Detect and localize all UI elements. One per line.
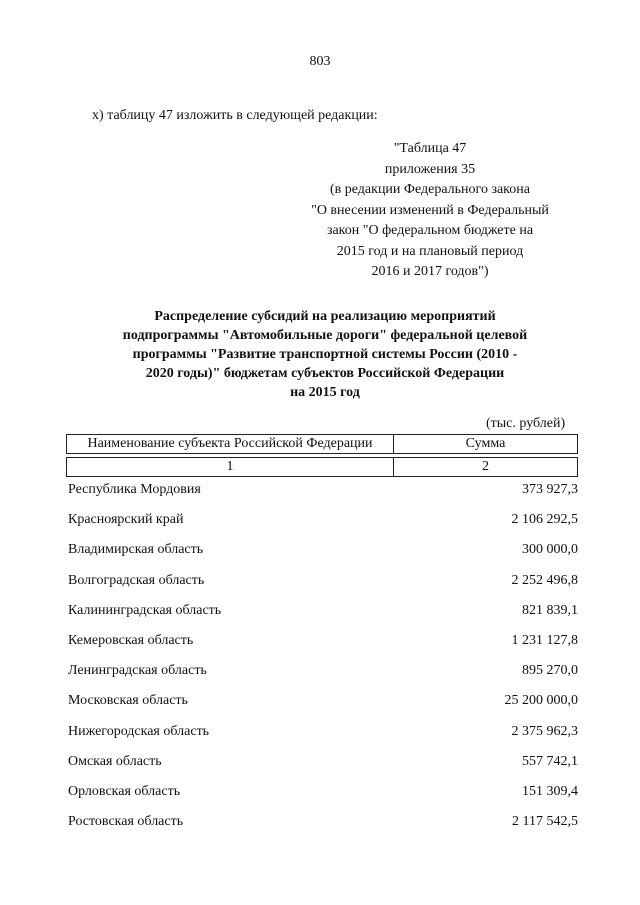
- document-heading: [70, 307, 580, 402]
- column-header-name: Наименование субъекта Российской Федерации: [67, 435, 394, 454]
- heading-line: Распределение субсидий на реализацию мероприятий: [154, 309, 496, 324]
- units-label: (тыс. рублей): [486, 416, 566, 431]
- region-name: Московская область: [68, 693, 188, 709]
- table-row: [68, 573, 578, 603]
- region-name: Омская область: [68, 753, 162, 769]
- heading-line: программы "Развитие транспортной системы России (2010 -: [132, 347, 518, 362]
- heading-line: на 2015 год: [290, 385, 360, 400]
- table-row: [68, 482, 578, 512]
- table-row: [68, 784, 578, 814]
- table-reference-line: (в редакции Федерального закона: [330, 182, 530, 197]
- table-row: [68, 542, 578, 572]
- subsidy-amount: 25 200 000,0: [504, 693, 578, 709]
- table-reference-line: 2016 и 2017 годов"): [371, 264, 489, 279]
- subsidy-amount: 300 000,0: [522, 542, 578, 558]
- subsidy-amount: 2 375 962,3: [511, 723, 578, 739]
- column-header-amount: Сумма: [394, 435, 578, 454]
- subsidy-amount: 2 106 292,5: [511, 512, 578, 528]
- table-reference-line: 2015 год и на плановый период: [336, 243, 524, 259]
- region-name: Калининградская область: [68, 602, 222, 618]
- table-row: [68, 603, 578, 633]
- heading-line: 2020 годы)" бюджетам субъектов Российской Федерации: [145, 366, 505, 381]
- column-number-2: 2: [394, 458, 578, 477]
- amendment-instruction: х) таблицу 47 изложить в следующей редакции:: [92, 108, 378, 123]
- table-row: [68, 814, 578, 844]
- region-name: Нижегородская область: [68, 723, 210, 739]
- region-name: Ростовская область: [68, 814, 184, 830]
- region-name: Республика Мордовия: [68, 482, 201, 497]
- table-row: [68, 724, 578, 754]
- region-name: Владимирская область: [68, 542, 204, 558]
- subsidy-amount: 151 309,4: [522, 783, 578, 799]
- subsidy-amount: 821 839,1: [522, 602, 578, 618]
- table-row: [68, 663, 578, 693]
- subsidy-amount: 373 927,3: [522, 482, 578, 497]
- table-row: [68, 633, 578, 663]
- table-reference-line: приложения 35: [384, 161, 476, 177]
- table-row: [68, 754, 578, 784]
- table-reference-line: закон "О федеральном бюджете на: [326, 223, 534, 238]
- table-header: [66, 434, 578, 477]
- subsidy-amount: 2 117 542,5: [512, 814, 578, 830]
- subsidy-amount: 2 252 496,8: [511, 572, 578, 588]
- table-row: [68, 693, 578, 723]
- region-name: Красноярский край: [68, 512, 184, 528]
- region-name: Кемеровская область: [68, 632, 194, 648]
- heading-line: подпрограммы "Автомобильные дороги" федеральной целевой: [122, 328, 528, 343]
- table-body: [68, 482, 578, 844]
- table-reference-line: "О внесении изменений в Федеральный: [311, 202, 549, 218]
- region-name: Волгоградская область: [68, 572, 205, 588]
- table-reference-line: "Таблица 47: [393, 141, 467, 156]
- region-name: Ленинградская область: [68, 663, 207, 679]
- subsidy-amount: 895 270,0: [522, 663, 578, 679]
- page-number: 803: [309, 54, 331, 69]
- table-row: [68, 512, 578, 542]
- subsidy-amount: 557 742,1: [522, 753, 578, 769]
- table-reference-block: [290, 139, 570, 283]
- column-number-1: 1: [67, 458, 394, 477]
- region-name: Орловская область: [68, 783, 181, 799]
- subsidy-amount: 1 231 127,8: [511, 632, 578, 648]
